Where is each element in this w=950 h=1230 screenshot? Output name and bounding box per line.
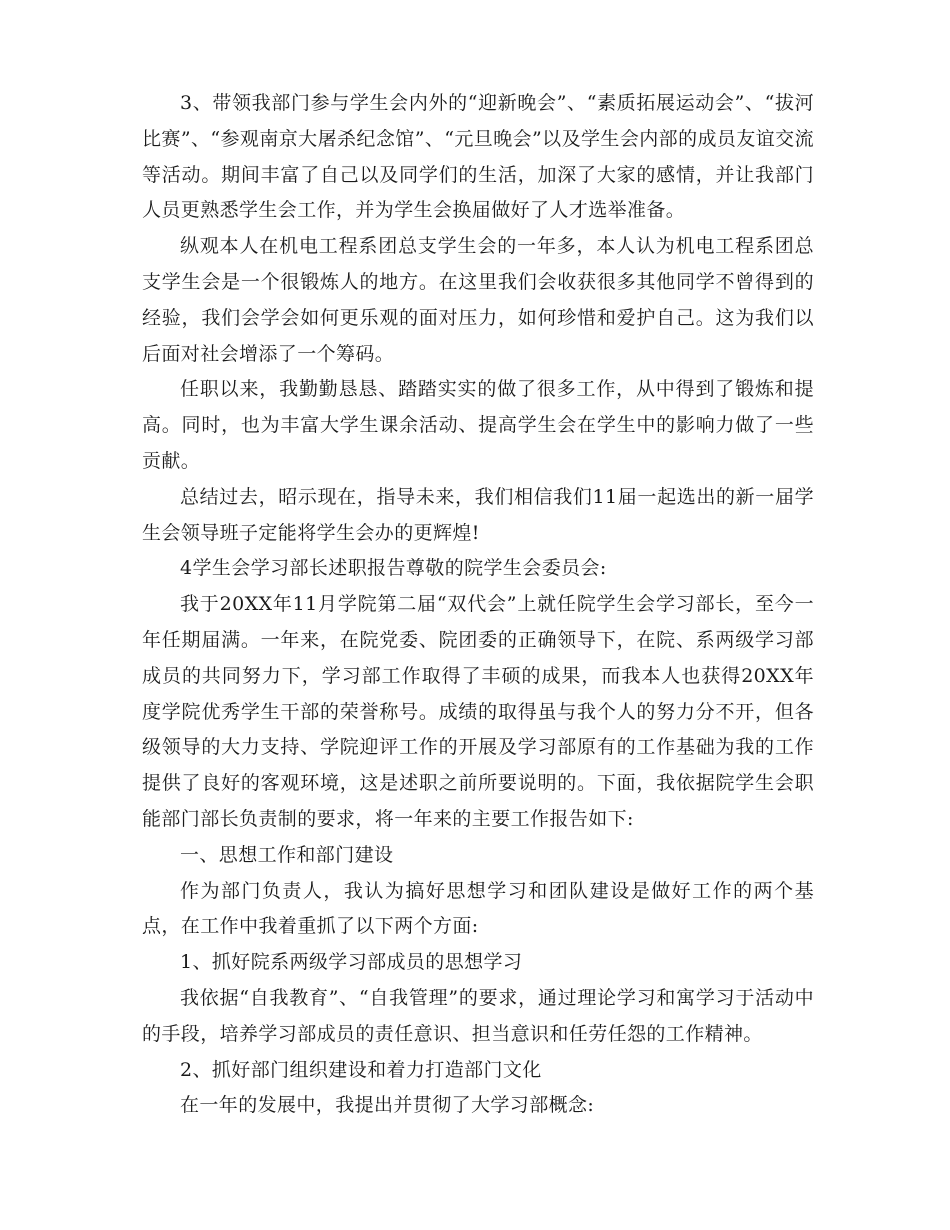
paragraph: 3、带领我部门参与学生会内外的“迎新晚会”、“素质拓展运动会”、“拔河比赛”、“参观南京大屠杀纪念馆”、“元旦晚会”以及学生会内部的成员友谊交流等活动。期间丰富了自己以及同学们的生活，加深了大家的感情，并让我部门人员更熟悉学生会工作，并为学生会换届做好了人才选举准备。 <box>142 92 814 222</box>
section-heading: 4学生会学习部长述职报告尊敬的院学生会委员会: <box>180 557 607 580</box>
document-body <box>142 86 814 1124</box>
paragraph: 我依据“自我教育”、“自我管理”的要求，通过理论学习和寓学习于活动中的手段，培养学习部成员的责任意识、担当意识和任劳任怨的工作精神。 <box>142 986 814 1045</box>
paragraph: 在一年的发展中，我提出并贯彻了大学习部概念: <box>180 1094 595 1117</box>
paragraph: 任职以来，我勤勤恳恳、踏踏实实的做了很多工作，从中得到了锻炼和提高。同时，也为丰富大学生课余活动、提高学生会在学生中的影响力做了一些贡献。 <box>142 378 814 472</box>
paragraph: 我于20XX年11月学院第二届“双代会”上就任院学生会学习部长，至今一年任期届满。一年来，在院党委、院团委的正确领导下，在院、系两级学习部成员的共同努力下，学习部工作取得了丰硕的成果，而我本人也获得20XX年度学院优秀学生干部的荣誉称号。成绩的取得虽与我个人的努力分不开，但各级领导的大力支持、学院迎评工作的开展及学习部原有的工作基础为我的工作提供了良好的客观环境，这是述职之前所要说明的。下面，我依据院学生会职能部门部长负责制的要求，将一年来的主要工作报告如下: <box>142 593 814 830</box>
paragraph: 作为部门负责人，我认为搞好思想学习和团队建设是做好工作的两个基点，在工作中我着重抓了以下两个方面: <box>142 879 814 938</box>
subsection-heading: 2、抓好部门组织建设和着力打造部门文化 <box>180 1058 542 1081</box>
section-heading: 一、思想工作和部门建设 <box>180 843 394 866</box>
subsection-heading: 1、抓好院系两级学习部成员的思想学习 <box>180 951 523 974</box>
paragraph: 总结过去，昭示现在，指导未来，我们相信我们11届一起选出的新一届学生会领导班子定能将学生会办的更辉煌! <box>142 485 814 544</box>
paragraph: 纵观本人在机电工程系团总支学生会的一年多，本人认为机电工程系团总支学生会是一个很锻炼人的地方。在这里我们会收获很多其他同学不曾得到的经验，我们会学会如何更乐观的面对压力，如何珍惜和爱护自己。这为我们以后面对社会增添了一个筹码。 <box>142 235 814 365</box>
